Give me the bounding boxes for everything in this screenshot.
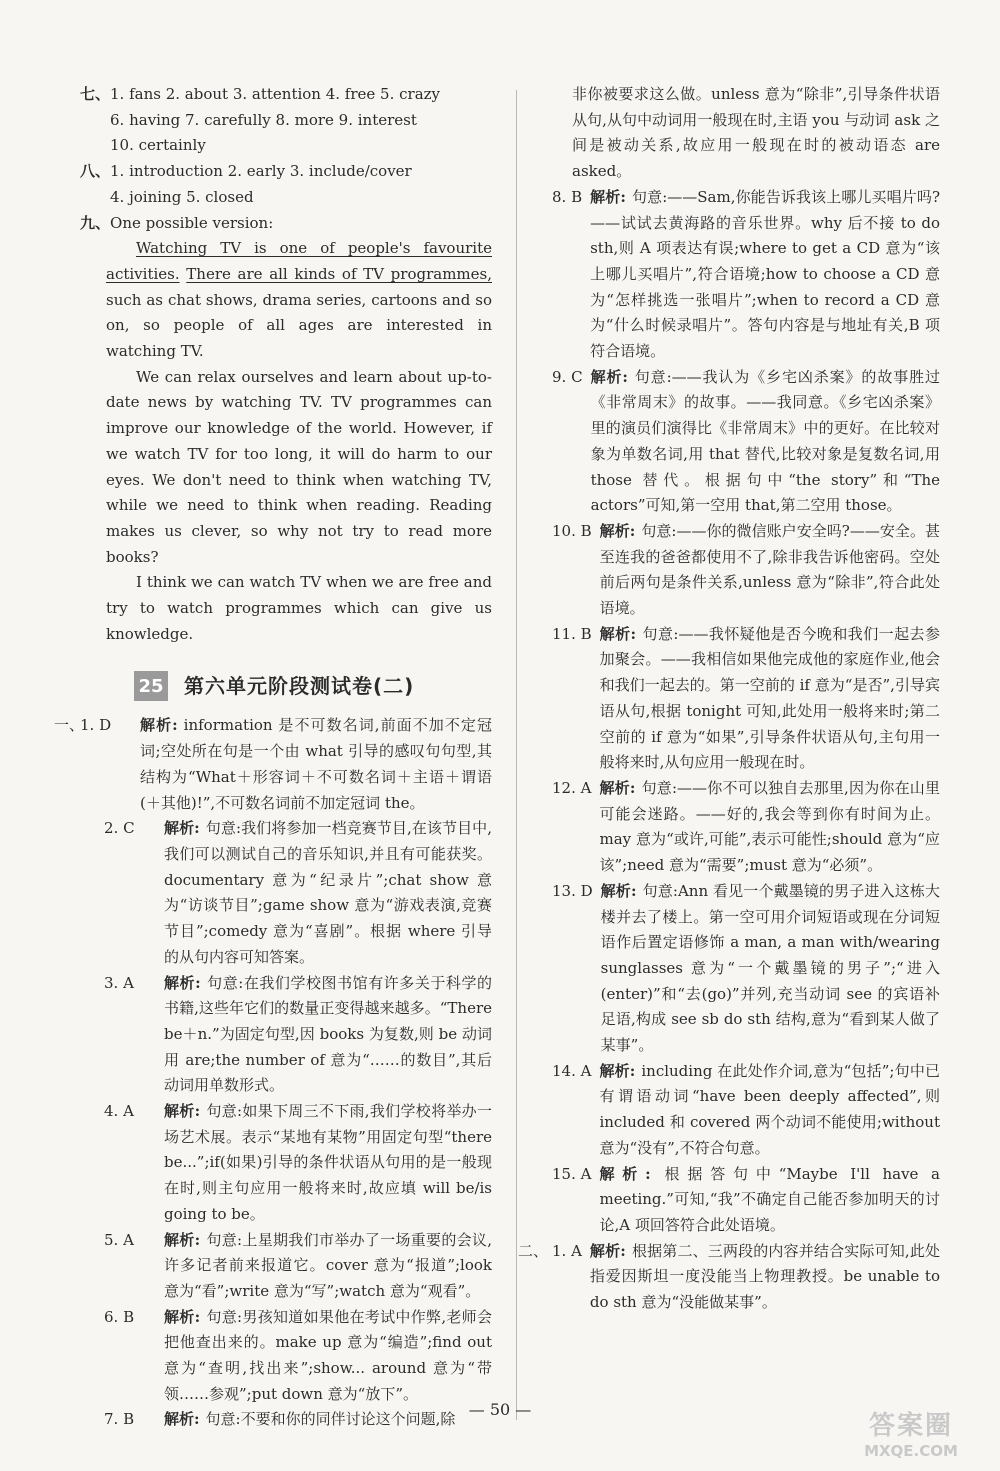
answer-item xyxy=(552,519,940,622)
answer-text: 句意:男孩知道如果他在考试中作弊,老师会把他查出来的。make up 意为“编造”;find out 意为“查明,找出来”;show... around 意为“带领……参观”;put down 意为“放下”。 xyxy=(164,1307,492,1403)
answer-number: 8. B xyxy=(552,187,583,206)
q7-label: 七、 xyxy=(80,85,111,103)
q8-line: 4. joining 5. closed xyxy=(110,187,254,206)
answer-item xyxy=(552,365,940,519)
essay-underline-1: Watching TV is one of people's favourite activities. xyxy=(106,239,492,283)
answer-text: 句意:——你不可以独自去那里,因为你在山里可能会迷路。——好的,我会等到你有时间为止。may 意为“或许,可能”,表示可能性;should 意为“应该”;need 意为“需要”;must 意为“必须”。 xyxy=(599,778,940,875)
analysis-label: 解析: xyxy=(164,973,201,992)
analysis-label: 解析: xyxy=(164,819,200,838)
q7-line: 6. having 7. carefully 8. more 9. interest xyxy=(110,110,417,129)
analysis-label: 解析: xyxy=(599,1061,636,1080)
analysis-label: 解析: xyxy=(599,1164,651,1183)
answer-item xyxy=(552,776,940,879)
answer-text: 句意:——Sam,你能告诉我该上哪儿买唱片吗?——试试去黄海路的音乐世界。why 后不接 to do sth,则 A 项表达有误;where to get a CD 意为“该上哪儿买唱片”,符合语境;how to choose a CD 意为“怎样挑选一张唱片”;when to record a CD 意为“什么时候录唱片”。答句内容是与地址有关,B 项符合语境。 xyxy=(590,187,941,361)
answer-number: 9. C xyxy=(552,367,583,386)
answer-item xyxy=(80,1099,492,1228)
answer-text: 句意:如果下周三不下雨,我们学校将举办一场艺术展。表示“某地有某物”用固定句型“there be...”;if(如果)引导的条件状语从句用的是一般现在时,则主句应用一般将来时,故应填 will be/is going to be。 xyxy=(164,1102,492,1223)
essay xyxy=(80,236,492,647)
q7-line: 10. certainly xyxy=(110,136,206,155)
essay-paragraph-3: I think we can watch TV when we are free and try to watch programmes which can give us knowledge. xyxy=(106,573,492,643)
q8-label: 八、 xyxy=(80,162,111,181)
analysis-label: 解析: xyxy=(590,187,626,206)
section-heading xyxy=(134,671,492,701)
answer-text: 句意:上星期我们市举办了一场重要的会议,许多记者前来报道它。cover 意为“报道”;look 意为“看”;write 意为“写”;watch 意为“观看”。 xyxy=(164,1230,492,1300)
answer-number: 11. B xyxy=(552,624,592,643)
answer-text: including 在此处作介词,意为“包括”;句中已有谓语动词“have been deeply affected”,则 included 和 covered 两个动词不能使用;without 意为“没有”,不符合句意。 xyxy=(599,1061,940,1157)
part-2-answer-1 xyxy=(518,1239,940,1316)
answer-number: 1. D xyxy=(80,716,112,735)
answer-number: 3. A xyxy=(104,973,134,992)
q7-line: 1. fans 2. about 3. attention 4. free 5. crazy xyxy=(110,85,441,103)
part-1-label: 一、 xyxy=(54,716,85,735)
analysis-label: 解析: xyxy=(599,624,637,643)
answer-item xyxy=(552,879,940,1059)
answer-text: 句意:——我认为《乡宅凶杀案》的故事胜过《非常周末》的故事。——我同意。《乡宅凶杀案》里的演员们演得比《非常周末》中的更好。在比较对象为单数名词,用 that 替代,比较对象是复数名词,用 those 替代。根据句中“the story”和“The actors”可知,第一空用 that,第二空用 those。 xyxy=(590,367,940,515)
answer-item xyxy=(80,816,492,970)
watermark-text: 答案圈 xyxy=(868,1411,953,1441)
answer-text: 句意:——我怀疑他是否今晚和我们一起去参加聚会。——我相信如果他完成他的家庭作业,他会和我们一起去的。第一空前的 if 意为“是否”,引导宾语从句,根据 tonight 可知,此处用一般将来时;第二空前的 if 意为“如果”,引导条件状语从句,主句用一般将来时,从句应用一般现在时。 xyxy=(599,624,940,772)
answer-item xyxy=(80,1228,492,1305)
answer-text: 句意:Ann 看见一个戴墨镜的男子进入这栋大楼并去了楼上。第一空可用介词短语或现在分词短语作后置定语修饰 a man, a man with/wearing sunglasses 意为“一个戴墨镜的男子”;“进入(enter)”和“去(go)”并列,充当动词 see 的宾语补足语,构成 see sb do sth 结构,意为“看到某人做了某事”。 xyxy=(600,881,940,1055)
essay-paragraph-2: We can relax ourselves and learn about up-to-date news by watching TV. TV programmes can improve our knowledge of the world. However, if we watch TV for too long, it will do harm to our eyes. We don't need to think when watching TV, while we need to think when reading. Reading makes us clever, so why not try to read more books? xyxy=(106,367,492,566)
q9-label: 九、 xyxy=(80,213,111,232)
answer-number: 6. B xyxy=(104,1307,135,1326)
answer-text: 句意:——你的微信账户安全吗?——安全。甚至连我的爸爸都使用不了,除非我告诉他密码。空处前后两句是条件关系,unless 意为“除非”,符合此处语境。 xyxy=(599,521,940,618)
analysis-label: 解析: xyxy=(164,1307,201,1326)
analysis-label: 解析: xyxy=(589,1241,626,1260)
answer-item xyxy=(552,622,940,776)
analysis-label: 解析: xyxy=(599,778,636,797)
answer-text: 根据答句中“Maybe I'll have a meeting.”可知,“我”不确定自己能否参加明天的讨论,A 项回答符合此处语境。 xyxy=(599,1164,940,1234)
answer-number: 5. A xyxy=(104,1230,134,1249)
answer-item xyxy=(552,1059,940,1162)
section-number-badge: 25 xyxy=(134,671,168,701)
q9-intro: One possible version: xyxy=(110,213,274,232)
answer-item xyxy=(552,1162,940,1239)
analysis-label: 解析: xyxy=(600,881,637,900)
watermark-url: MXQE.COM xyxy=(864,1442,958,1460)
answer-item xyxy=(80,971,492,1100)
answer-text: 句意:不要和你的同伴讨论这个问题,除 xyxy=(205,1410,456,1429)
answer-text: 句意:在我们学校图书馆有许多关于科学的书籍,这些年它们的数量正变得越来越多。“There be＋n.”为固定句型,因 books 为复数,则 be 动词用 are;the number of 意为“……的数目”,其后动词用单数形式。 xyxy=(164,973,492,1095)
right-column xyxy=(518,82,941,1316)
section-title: 第六单元阶段测试卷(二) xyxy=(184,673,415,698)
analysis-label: 解析: xyxy=(164,1230,201,1249)
left-column xyxy=(54,82,492,1433)
answer-item xyxy=(80,1305,492,1408)
analysis-label: 解析: xyxy=(590,367,628,386)
analysis-label: 解析: xyxy=(599,521,636,540)
answer-number: 7. B xyxy=(104,1410,135,1429)
answer-number: 15. A xyxy=(552,1164,592,1183)
answer-number: 10. B xyxy=(552,521,592,540)
answer-text: 非你被要求这么做。unless 意为“除非”,引导条件状语从句,从句中动词用一般现在时,主语 you 与动词 ask 之间是被动关系,故应用一般现在时的被动语态 are asked。 xyxy=(572,85,940,181)
analysis-label: 解析: xyxy=(140,716,178,735)
answer-number: 14. A xyxy=(552,1061,592,1080)
answer-7-continued xyxy=(552,82,940,185)
q8-line: 1. introduction 2. early 3. include/cover xyxy=(110,162,412,181)
part-2-label: 二、 xyxy=(518,1241,549,1260)
column-divider xyxy=(516,90,517,1420)
answer-number: 4. A xyxy=(104,1102,134,1121)
essay-paragraph-1-rest: such as chat shows, drama series, cartoons and so on, so people of all ages are interested in watching TV. xyxy=(106,290,492,361)
question-7 xyxy=(80,82,492,159)
question-9 xyxy=(80,211,492,237)
answer-text: information 是不可数名词,前面不加不定冠词;空处所在句是一个由 what 引导的感叹句句型,其结构为“What＋形容词＋不可数名词＋主语＋谓语(＋其他)!”,不可数名词前不加定冠词 the。 xyxy=(140,716,492,812)
answer-item xyxy=(552,185,940,365)
analysis-label: 解析: xyxy=(164,1102,201,1121)
answer-number: 13. D xyxy=(552,881,593,900)
watermark-logo xyxy=(846,1405,976,1461)
answer-text: 根据第二、三两段的内容并结合实际可知,此处指爱因斯坦一度没能当上物理教授。be unable to do sth 意为“没能做某事”。 xyxy=(589,1241,940,1312)
answer-text: 句意:我们将参加一档竞赛节目,在该节目中,我们可以测试自己的音乐知识,并且有可能获奖。documentary 意为“纪录片”;chat show 意为“访谈节目”;game show 意为“游戏表演,竞赛节目”;comedy 意为“喜剧”。根据 where 引导的从句内容可知答案。 xyxy=(164,819,492,966)
essay-paragraph-1 xyxy=(106,236,492,365)
essay-underline-2: There are all kinds of TV programmes, xyxy=(186,264,492,283)
page-number: — 50 — xyxy=(468,1400,532,1419)
question-8 xyxy=(80,159,492,210)
answer-number: 2. C xyxy=(104,819,135,838)
answer-number: 1. A xyxy=(552,1241,582,1260)
answer-number: 12. A xyxy=(552,778,592,797)
part-1-answer-1 xyxy=(54,713,492,816)
analysis-label: 解析: xyxy=(164,1410,200,1429)
